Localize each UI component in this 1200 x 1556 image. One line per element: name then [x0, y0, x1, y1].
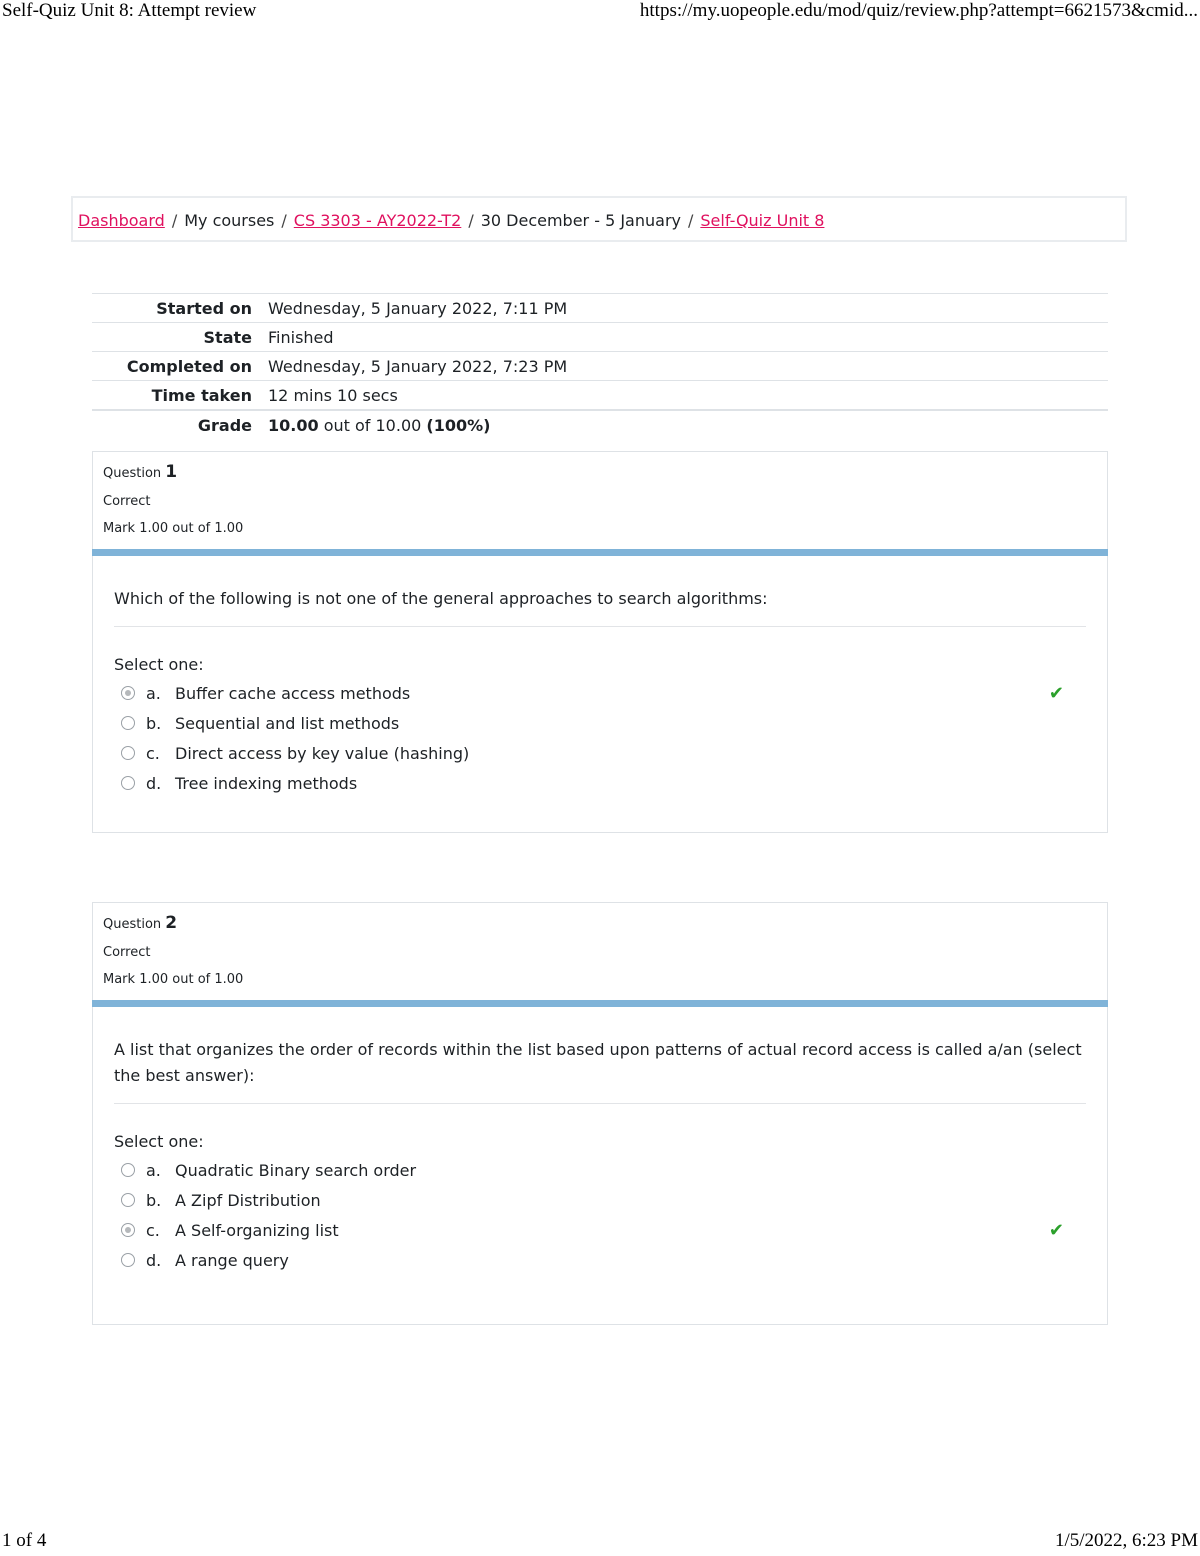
breadcrumb-separator: /: [468, 211, 474, 230]
option-letter: a.: [146, 683, 161, 703]
radio[interactable]: [121, 776, 135, 790]
print-footer: [0, 1530, 1200, 1556]
answer-option[interactable]: [114, 768, 1086, 798]
summary-row-completed: [92, 352, 1108, 381]
question-state: Correct: [103, 494, 151, 509]
option-letter: c.: [146, 743, 160, 763]
radio-selected[interactable]: [121, 1223, 135, 1237]
answer-option[interactable]: [114, 678, 1086, 708]
question-mark: Mark 1.00 out of 1.00: [103, 521, 244, 536]
question-number: 2: [165, 913, 178, 933]
option-text: A Zipf Distribution: [175, 1190, 321, 1210]
breadcrumb-dashboard-link[interactable]: Dashboard: [78, 211, 165, 230]
question-text: A list that organizes the order of records within the list based upon patterns of actual record access is called a/an (select the best answer):: [114, 1007, 1086, 1104]
print-header: [0, 0, 1200, 26]
breadcrumb-separator: /: [171, 211, 178, 230]
radio[interactable]: [121, 716, 135, 730]
question-info-bar: [92, 1000, 1108, 1007]
summary-row-started: [92, 294, 1108, 323]
grade-percent: (100%): [426, 415, 491, 435]
option-letter: c.: [146, 1220, 160, 1240]
summary-row-grade: [92, 410, 1108, 439]
answer-option[interactable]: [114, 1215, 1086, 1245]
state-label: State: [203, 327, 252, 347]
radio[interactable]: [121, 1193, 135, 1207]
started-on-value: Wednesday, 5 January 2022, 7:11 PM: [268, 298, 568, 318]
grade-score: 10.00: [268, 415, 319, 435]
option-letter: d.: [146, 773, 162, 793]
radio[interactable]: [121, 746, 135, 760]
option-letter: a.: [146, 1160, 161, 1180]
question-text: Which of the following is not one of the general approaches to search algorithms:: [114, 556, 1086, 627]
summary-row-time-taken: [92, 381, 1108, 411]
time-taken-label: Time taken: [151, 385, 252, 405]
question-2: [92, 902, 1108, 1325]
option-text: Buffer cache access methods: [175, 683, 411, 703]
print-datetime: 1/5/2022, 6:23 PM: [1054, 1530, 1198, 1551]
answer-option[interactable]: [114, 1155, 1086, 1185]
answer-option[interactable]: [114, 708, 1086, 738]
radio[interactable]: [121, 1163, 135, 1177]
state-value: Finished: [268, 327, 334, 347]
option-text: Direct access by key value (hashing): [175, 743, 470, 763]
breadcrumb-separator: /: [687, 211, 694, 230]
radio-selected[interactable]: [121, 686, 135, 700]
grade-out-of: out of 10.00: [323, 415, 422, 435]
question-info: [92, 451, 1108, 549]
completed-on-label: Completed on: [126, 356, 252, 376]
check-icon: ✔: [1048, 682, 1064, 704]
grade-value: [260, 410, 1108, 439]
option-letter: b.: [146, 713, 162, 733]
select-one-prompt: Select one:: [114, 1132, 204, 1151]
option-letter: b.: [146, 1190, 162, 1210]
breadcrumb: [71, 196, 1127, 242]
print-url: https://my.uopeople.edu/mod/quiz/review.php?attempt=6621573&cmid...: [639, 0, 1198, 21]
started-on-label: Started on: [156, 298, 252, 318]
breadcrumb-quiz-link[interactable]: Self-Quiz Unit 8: [700, 211, 825, 230]
question-content: [92, 1007, 1108, 1325]
select-one-prompt: Select one:: [114, 655, 204, 674]
completed-on-value: Wednesday, 5 January 2022, 7:23 PM: [268, 356, 568, 376]
question-mark: Mark 1.00 out of 1.00: [103, 972, 244, 987]
print-title: Self-Quiz Unit 8: Attempt review: [2, 0, 257, 21]
answer-option[interactable]: [114, 738, 1086, 768]
option-text: Sequential and list methods: [175, 713, 400, 733]
breadcrumb-section: 30 December - 5 January: [480, 211, 681, 230]
summary-row-state: [92, 323, 1108, 352]
breadcrumb-separator: /: [281, 211, 287, 230]
question-content: [92, 556, 1108, 833]
question-info: [92, 902, 1108, 1000]
answer-option[interactable]: [114, 1245, 1086, 1275]
question-info-bar: [92, 549, 1108, 556]
time-taken-value: 12 mins 10 secs: [268, 385, 398, 405]
breadcrumb-course-link[interactable]: CS 3303 - AY2022-T2: [293, 211, 462, 230]
check-icon: ✔: [1048, 1219, 1064, 1241]
question-number: 1: [165, 462, 178, 482]
option-text: A range query: [175, 1250, 289, 1270]
breadcrumb-my-courses: My courses: [184, 211, 275, 230]
page-number: 1 of 4: [2, 1530, 47, 1551]
question-label: Question: [103, 466, 162, 481]
answer-option[interactable]: [114, 1185, 1086, 1215]
grade-label: Grade: [197, 415, 252, 435]
radio[interactable]: [121, 1253, 135, 1267]
option-text: Quadratic Binary search order: [175, 1160, 417, 1180]
option-text: A Self-organizing list: [175, 1220, 339, 1240]
attempt-summary-table: [92, 293, 1108, 439]
question-label: Question: [103, 917, 162, 932]
question-state: Correct: [103, 945, 151, 960]
question-1: [92, 451, 1108, 833]
option-text: Tree indexing methods: [175, 773, 358, 793]
option-letter: d.: [146, 1250, 162, 1270]
